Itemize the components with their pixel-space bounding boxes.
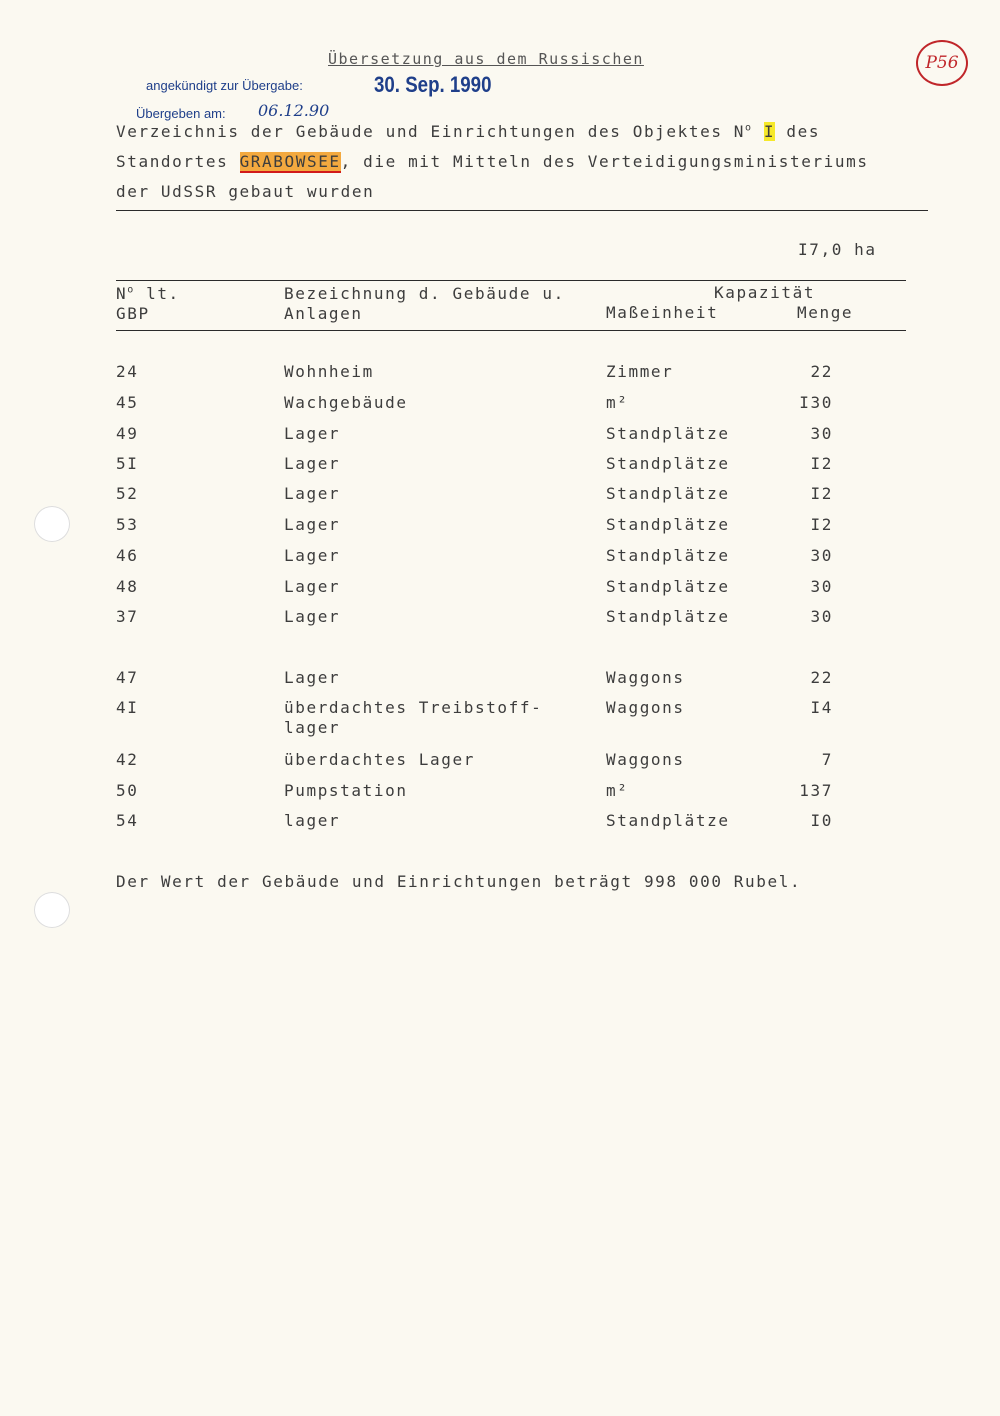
document-title-line1: Verzeichnis der Gebäude und Einrichtungen des Objektes $N^o$ I des [116, 122, 821, 141]
row-number: 47 [116, 668, 139, 687]
row-quantity: I2 [810, 454, 833, 473]
row-quantity: I2 [810, 484, 833, 503]
table-row [0, 454, 1000, 478]
header-capacity: Kapazität [714, 283, 816, 302]
row-number: 37 [116, 607, 139, 626]
row-quantity: 30 [810, 424, 833, 443]
row-quantity: 7 [821, 750, 833, 769]
row-unit: Standplätze [606, 454, 730, 473]
area-value: I7,0 ha [798, 240, 877, 259]
row-designation: Lager [284, 546, 341, 565]
row-number: 45 [116, 393, 139, 412]
document-title-line3: der UdSSR gebaut wurden [116, 182, 375, 201]
header-designation-1: Bezeichnung d. Gebäude u. [284, 284, 565, 303]
row-unit: Zimmer [606, 362, 674, 381]
table-top-rule [116, 280, 906, 281]
row-unit: Standplätze [606, 424, 730, 443]
row-designation: Wohnheim [284, 362, 374, 381]
table-row [0, 546, 1000, 570]
row-quantity: I0 [810, 811, 833, 830]
row-quantity: 30 [810, 607, 833, 626]
object-number: I [763, 122, 776, 141]
row-number: 53 [116, 515, 139, 534]
row-number: 48 [116, 577, 139, 596]
row-designation: Lager [284, 515, 341, 534]
row-unit: Waggons [606, 698, 685, 717]
row-number: 54 [116, 811, 139, 830]
row-designation: Wachgebäude [284, 393, 408, 412]
header-gbp: GBP [116, 304, 150, 323]
row-unit: Standplätze [606, 577, 730, 596]
row-number: 46 [116, 546, 139, 565]
row-number: 24 [116, 362, 139, 381]
row-designation: Lager [284, 424, 341, 443]
table-row [0, 484, 1000, 508]
row-unit: Standplätze [606, 484, 730, 503]
header-designation-2: Anlagen [284, 304, 363, 323]
table-row [0, 668, 1000, 692]
total-value-sentence: Der Wert der Gebäude und Einrichtungen beträgt 998 000 Rubel. [116, 872, 802, 891]
translation-note: Übersetzung aus dem Russischen [328, 50, 644, 68]
row-number: 49 [116, 424, 139, 443]
announced-stamp-date: 30. Sep. 1990 [374, 72, 492, 97]
row-quantity: I30 [799, 393, 833, 412]
row-quantity: 22 [810, 668, 833, 687]
punch-hole-bottom [34, 892, 70, 928]
row-number: 4I [116, 698, 139, 717]
row-designation: Pumpstation [284, 781, 408, 800]
header-qty: Menge [797, 303, 854, 322]
table-row [0, 811, 1000, 835]
row-unit: Standplätze [606, 515, 730, 534]
row-number: 50 [116, 781, 139, 800]
page-mark: P56 [916, 40, 968, 86]
row-designation: überdachtes Lager [284, 750, 475, 769]
table-row [0, 515, 1000, 539]
row-quantity: 30 [810, 577, 833, 596]
row-unit: Standplätze [606, 811, 730, 830]
row-quantity: 22 [810, 362, 833, 381]
row-unit: m² [606, 393, 629, 412]
header-unit: Maßeinheit [606, 303, 719, 322]
row-unit: m² [606, 781, 629, 800]
row-designation: Lager [284, 668, 341, 687]
row-designation: Lager [284, 607, 341, 626]
row-number: 52 [116, 484, 139, 503]
row-designation: Lager [284, 454, 341, 473]
row-designation: lager [284, 811, 341, 830]
row-number: 5I [116, 454, 139, 473]
title-rule [116, 210, 928, 211]
row-unit: Waggons [606, 668, 685, 687]
table-row [0, 577, 1000, 601]
table-row [0, 607, 1000, 631]
table-row [0, 424, 1000, 448]
row-quantity: I4 [810, 698, 833, 717]
row-unit: Waggons [606, 750, 685, 769]
row-designation: überdachtes Treibstoff- [284, 698, 543, 717]
table-row [0, 393, 1000, 417]
handed-over-date: 06.12.90 [258, 101, 330, 120]
header-nr: $N^o$ lt. [116, 284, 180, 303]
handed-over-label: Übergeben am: [136, 106, 226, 121]
row-designation-cont: lager [284, 718, 341, 737]
row-unit: Standplätze [606, 607, 730, 626]
row-quantity: 30 [810, 546, 833, 565]
row-unit: Standplätze [606, 546, 730, 565]
table-header-rule [116, 330, 906, 331]
table-row [0, 362, 1000, 386]
row-quantity: 137 [799, 781, 833, 800]
table-row [0, 698, 1000, 737]
location-name: GRABOWSEE [239, 152, 341, 171]
document-title-line2: Standortes GRABOWSEE, die mit Mitteln des Verteidigungsministeriums [116, 152, 869, 171]
table-row [0, 781, 1000, 805]
announced-stamp-label: angekündigt zur Übergabe: [146, 78, 303, 93]
row-quantity: I2 [810, 515, 833, 534]
row-number: 42 [116, 750, 139, 769]
row-designation: Lager [284, 484, 341, 503]
row-designation: Lager [284, 577, 341, 596]
table-row [0, 750, 1000, 774]
